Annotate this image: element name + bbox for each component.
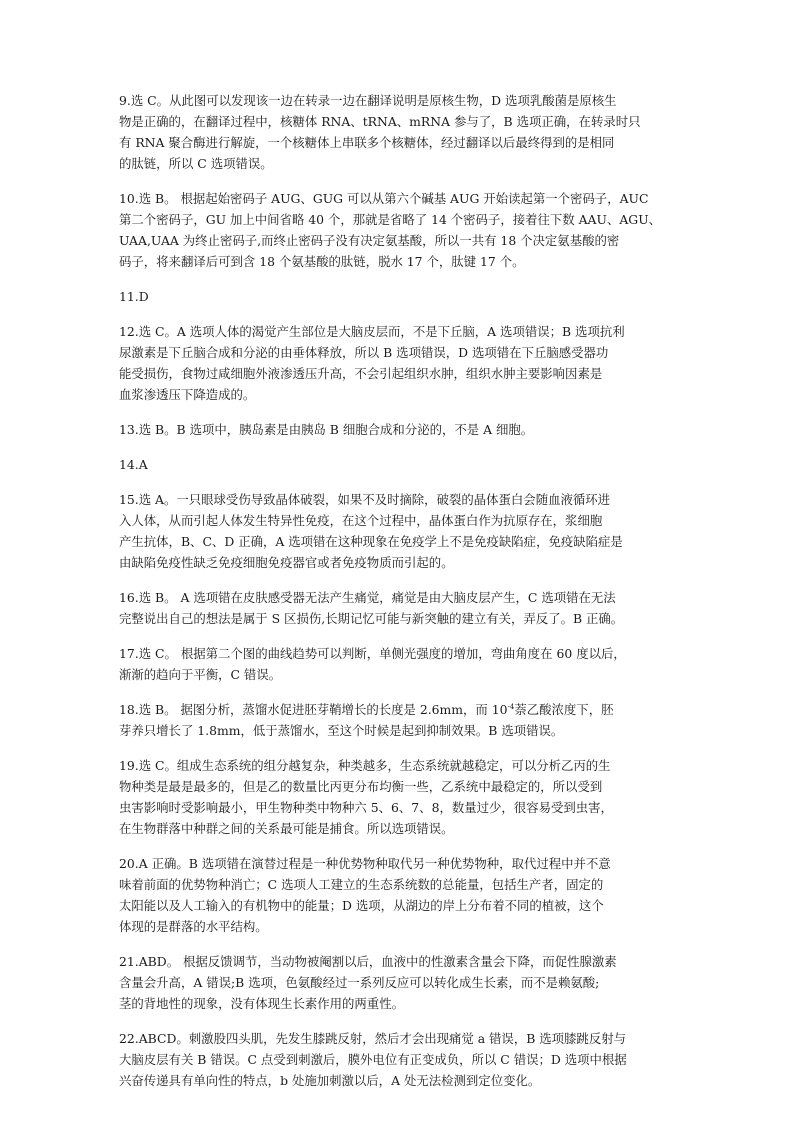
answer-18 xyxy=(119,699,679,741)
answer-19 xyxy=(119,755,679,839)
answer-15 xyxy=(119,489,679,573)
answer-16 xyxy=(119,587,679,629)
answer-line: 19.选 C。组成生态系统的组分越复杂，种类越多，生态系统就越稳定，可以分析乙丙的生 xyxy=(119,758,611,773)
answer-line: 13.选 B。B 选项中，胰岛素是由胰岛 B 细胞合成和分泌的，不是 A 细胞。 xyxy=(119,422,534,437)
answer-line: 太阳能以及人工输入的有机物中的能量；D 选项，从湖边的岸上分布着不同的植被，这个 xyxy=(119,898,604,913)
answer-line: 能受损伤，食物过咸细胞外液渗透压升高，不会引起组织水肿，组织水肿主要影响因素是 xyxy=(119,366,603,381)
answer-line: 含量会升高，A 错误;B 选项，色氨酸经过一系列反应可以转化成生长素，而不是赖氨酸; xyxy=(119,975,600,990)
answer-line: 9.选 C。从此图可以发现该一边在转录一边在翻译说明是原核生物，D 选项乳酸菌是原核生 xyxy=(119,93,617,108)
answer-line: 17.选 C。 根据第二个图的曲线趋势可以判断，单侧光强度的增加，弯曲角度在 60 度以后， xyxy=(119,646,626,661)
answer-line: 血浆渗透压下降造成的。 xyxy=(119,387,256,402)
answer-line: 22.ABCD。刺激股四头肌，先发生膝跳反射，然后才会出现痛觉 a 错误，B 选项膝跳反射与 xyxy=(119,1031,626,1046)
answer-line: 10.选 B。 根据起始密码子 AUG、GUG 可以从第六个碱基 AUG 开始读起第一个密码子，AUC xyxy=(119,191,649,206)
answer-line: 尿激素是下丘脑合成和分泌的由垂体释放，所以 B 选项错误，D 选项错在下丘脑感受器功 xyxy=(119,345,609,360)
answer-line: 味着前面的优势物种消亡；C 选项人工建立的生态系统数的总能量，包括生产者，固定的 xyxy=(119,877,604,892)
answer-line: 入人体，从而引起人体发生特异性免疫，在这个过程中，晶体蛋白作为抗原存在，浆细胞 xyxy=(119,513,603,528)
answer-22 xyxy=(119,1028,679,1091)
answer-line: 渐渐的趋向于平衡，C 错误。 xyxy=(119,667,282,682)
answer-line: UAA,UAA 为终止密码子,而终止密码子没有决定氨基酸，所以一共有 18 个决定氨基酸的密 xyxy=(119,233,620,248)
answer-line: 第二个密码子，GU 加上中间省略 40 个，那就是省略了 14 个密码子，接着往下数 AAU、AGU、 xyxy=(119,212,662,227)
answer-line: 码子，将来翻译后可到含 18 个氨基酸的肽链，脱水 17 个，肽键 17 个。 xyxy=(119,254,525,269)
answer-9 xyxy=(119,90,679,174)
answer-line: 芽养只增长了 1.8mm，低于蒸馏水，至这个时候是起到抑制效果。B 选项错误。 xyxy=(119,723,564,738)
answer-line: 11.D xyxy=(119,289,149,304)
answer-line: 体现的是群落的水平结构。 xyxy=(119,919,268,934)
answer-line: 的肽链，所以 C 选项错误。 xyxy=(119,156,273,171)
answer-line: 兴奋传递具有单向性的特点，b 处施加刺激以后，A 处无法检测到定位变化。 xyxy=(119,1073,541,1088)
answer-line: 有 RNA 聚合酶进行解旋，一个核糖体上串联多个核糖体，经过翻译以后最终得到的是相同 xyxy=(119,135,615,150)
answer-line-part: 萘乙酸浓度下，胚 xyxy=(514,702,614,717)
answer-line: 物是正确的，在翻译过程中，核糖体 RNA、tRNA、mRNA 参与了，B 选项正确，在转录时只 xyxy=(119,114,641,129)
answer-line: 15.选 A。一只眼球受伤导致晶体破裂，如果不及时摘除，破裂的晶体蛋白会随血液循环进 xyxy=(119,492,611,507)
answer-line: 产生抗体，B、C、D 正确，A 选项错在这种现象在免疫学上不是免疫缺陷症，免疫缺陷症是 xyxy=(119,534,623,549)
answer-line: 大脑皮层有关 B 错误。C 点受到刺激后，膜外电位有正变成负，所以 C 错误；D 选项中根据 xyxy=(119,1052,627,1067)
answer-line: 物种类是最是最多的，但是乙的数量比丙更分布均衡一些，乙系统中最稳定的，所以受到 xyxy=(119,779,603,794)
answer-11 xyxy=(119,286,679,307)
answer-12 xyxy=(119,321,679,405)
answer-line: 12.选 C。A 选项人体的渴觉产生部位是大脑皮层而，不是下丘脑，A 选项错误；B 选项抗利 xyxy=(119,324,625,339)
answer-line-with-exponent xyxy=(119,699,679,720)
answer-17 xyxy=(119,643,679,685)
answer-line-part: 18.选 B。 据图分析，蒸馏水促进胚芽鞘增长的长度是 2.6mm，而 10 xyxy=(119,702,508,717)
answer-line: 虫害影响时受影响最小，甲生物种类中物种六 5、6、7、8，数量过少，很容易受到虫害， xyxy=(119,800,613,815)
answer-10 xyxy=(119,188,679,272)
answer-line: 由缺陷免疫性缺乏免疫细胞免疫器官或者免疫物质而引起的。 xyxy=(119,555,454,570)
answer-13 xyxy=(119,419,679,440)
answer-line: 在生物群落中种群之间的关系最可能是捕食。所以选项错误。 xyxy=(119,821,454,836)
answer-line: 完整说出自己的想法是属于 S 区损伤,长期记忆可能与新突触的建立有关，弄反了。B 正确。 xyxy=(119,611,624,626)
exponent: -4 xyxy=(507,703,515,711)
answer-document xyxy=(119,90,679,1105)
answer-21 xyxy=(119,951,679,1014)
answer-line: 20.A 正确。B 选项错在演替过程是一种优势物种取代另一种优势物种，取代过程中并不意 xyxy=(119,856,611,871)
answer-line: 16.选 B。 A 选项错在皮肤感受器无法产生痛觉，痛觉是由大脑皮层产生，C 选项错在无法 xyxy=(119,590,616,605)
answer-20 xyxy=(119,853,679,937)
answer-14 xyxy=(119,454,679,475)
answer-line: 14.A xyxy=(119,457,148,472)
answer-line: 21.ABD。 根据反馈调节，当动物被阉割以后，血液中的性激素含量会下降，而促性腺激素 xyxy=(119,954,617,969)
answer-line: 茎的背地性的现象，没有体现生长素作用的两重性。 xyxy=(119,996,404,1011)
